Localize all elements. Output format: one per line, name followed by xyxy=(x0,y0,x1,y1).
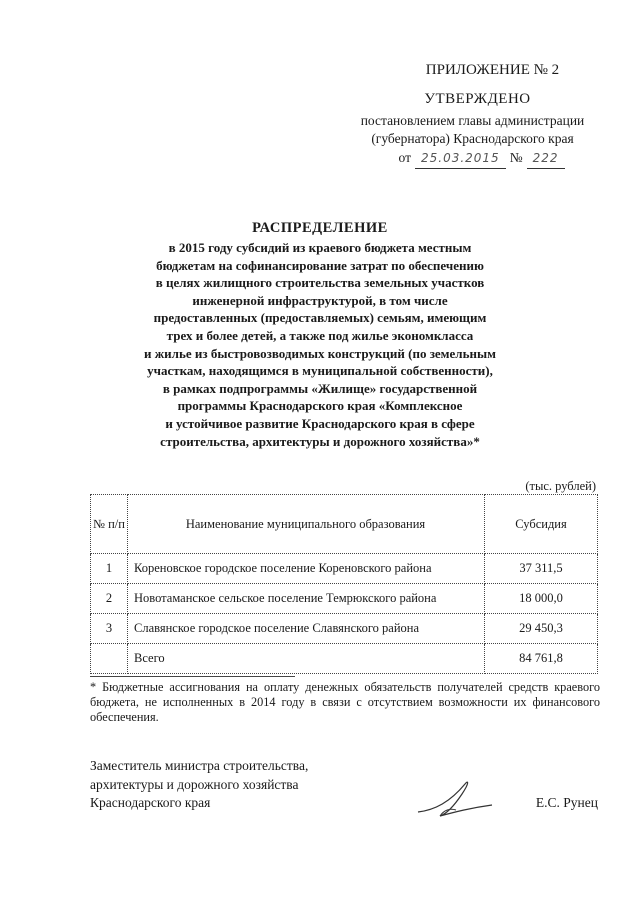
total-subsidy: 84 761,8 xyxy=(485,644,598,674)
signer-line-2: архитектуры и дорожного хозяйства xyxy=(90,776,299,792)
approved-label: УТВЕРЖДЕНО xyxy=(424,91,531,107)
heading-line: программы Краснодарского края «Комплексное xyxy=(177,398,463,414)
handwritten-signature xyxy=(410,772,500,827)
table-total-row xyxy=(91,644,598,674)
heading-line: в 2015 году субсидий из краевого бюджета местным xyxy=(168,240,472,255)
subsidy-table xyxy=(90,494,598,674)
column-header-subsidy: Субсидия xyxy=(485,495,598,554)
heading-line: в рамках подпрограммы «Жилище» государственной xyxy=(162,380,478,396)
table-row xyxy=(91,584,598,614)
heading-line: и устойчивое развитие Краснодарского края в сфере xyxy=(165,415,475,431)
approval-line-1: постановлением главы администрации xyxy=(360,113,585,128)
table-row xyxy=(91,614,598,644)
row-municipality: Новотаманское сельское поселение Темрюкского района xyxy=(128,584,485,614)
row-subsidy: 29 450,3 xyxy=(485,614,598,644)
table-header-row xyxy=(91,495,598,554)
date-prefix: от xyxy=(398,150,411,165)
table-row xyxy=(91,554,598,584)
signer-name: Е.С. Рунец xyxy=(535,795,598,810)
signature-scribble xyxy=(410,772,500,822)
heading-line: и жилье из быстровозводимых конструкций (по земельным xyxy=(144,345,496,361)
heading-line: строительства, архитектуры и дорожного хозяйства»* xyxy=(160,433,480,449)
total-label: Всего xyxy=(128,644,485,674)
approval-block xyxy=(330,62,615,169)
number-prefix: № xyxy=(509,150,523,165)
signer-block xyxy=(90,757,308,813)
row-subsidy: 18 000,0 xyxy=(485,584,598,614)
row-municipality: Славянское городское поселение Славянского района xyxy=(128,614,485,644)
document-title: РАСПРЕДЕЛЕНИЕ xyxy=(252,220,388,236)
column-header-number: № п/п xyxy=(91,495,128,554)
heading-line: предоставленных (предоставляемых) семьям, имеющим xyxy=(153,310,487,326)
footnote-text: * Бюджетные ассигнования на оплату денежных обязательств получателей средств краевого бюджета, не исполненных в 2014 году в связи с отсутствием возможности их финансового обеспечения. xyxy=(90,680,600,724)
appendix-label: ПРИЛОЖЕНИЕ № 2 xyxy=(425,62,560,78)
heading-line: участкам, находящимся в муниципальной собственности), xyxy=(147,363,493,379)
heading-line: инженерной инфраструктурой, в том числе xyxy=(192,292,448,308)
handwritten-date: 25.03.2015 xyxy=(415,148,506,169)
total-number-cell xyxy=(91,644,128,674)
signer-line-3: Краснодарского края xyxy=(90,795,211,810)
heading-line: трех и более детей, а также под жилье экономкласса xyxy=(166,327,474,343)
approval-line-2: (губернатора) Краснодарского края xyxy=(371,131,574,146)
row-number: 2 xyxy=(91,584,128,614)
document-heading xyxy=(95,220,545,450)
handwritten-number: 222 xyxy=(527,148,565,169)
row-municipality: Кореновское городское поселение Кореновского района xyxy=(128,554,485,584)
column-header-name: Наименование муниципального образования xyxy=(128,495,485,554)
signer-line-1: Заместитель министра строительства, xyxy=(90,758,309,773)
heading-line: в целях жилищного строительства земельных участков xyxy=(155,275,485,291)
row-number: 1 xyxy=(91,554,128,584)
units-label: (тыс. рублей) xyxy=(525,479,596,493)
row-subsidy: 37 311,5 xyxy=(485,554,598,584)
footnote-divider xyxy=(90,676,295,677)
heading-line: бюджетам на софинансирование затрат по обеспечению xyxy=(156,257,484,273)
row-number: 3 xyxy=(91,614,128,644)
approval-date-line xyxy=(330,148,615,169)
